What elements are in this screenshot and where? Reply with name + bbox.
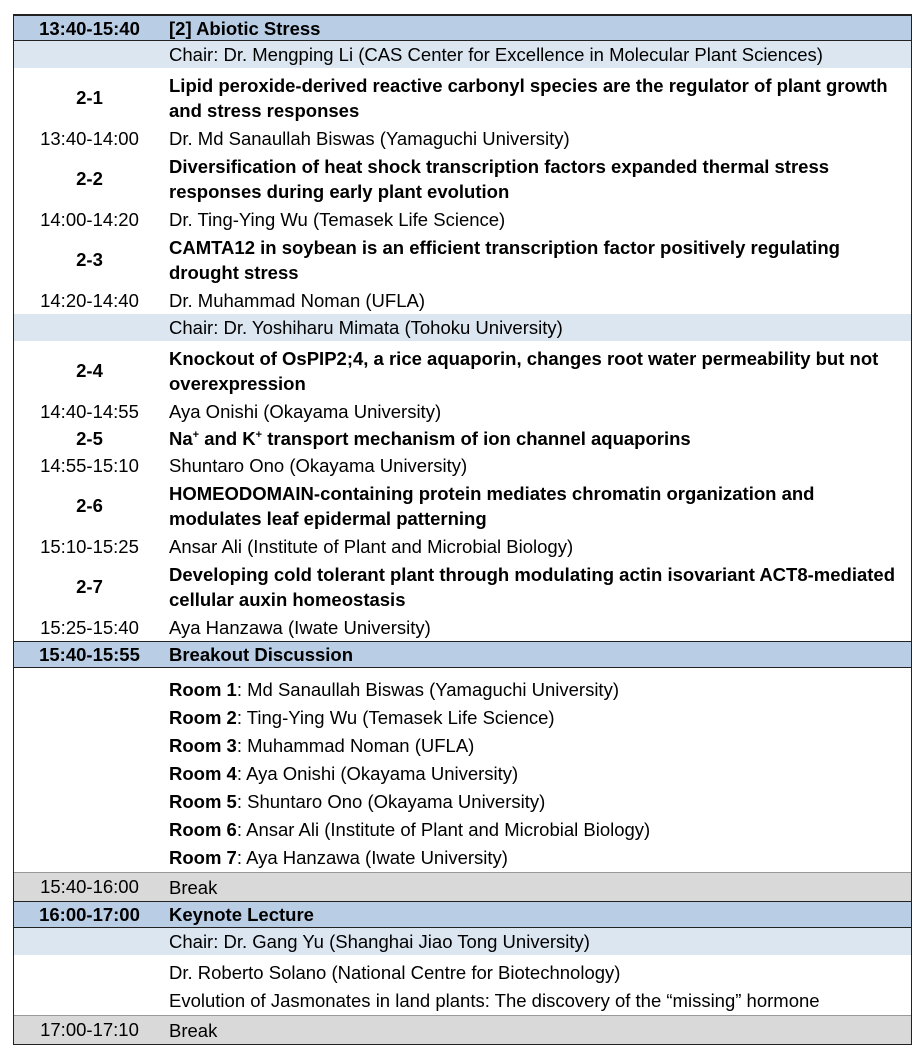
room-label: Room 2 bbox=[169, 707, 237, 728]
chair-text: Chair: Dr. Yoshiharu Mimata (Tohoku University) bbox=[169, 317, 563, 338]
keynote-title-row bbox=[14, 987, 911, 1015]
talk-title-row bbox=[14, 233, 911, 287]
talk-speaker: Ansar Ali (Institute of Plant and Microbial Biology) bbox=[169, 536, 574, 557]
room-row bbox=[14, 788, 911, 816]
room-label: Room 1 bbox=[169, 679, 237, 700]
talk-id: 2-3 bbox=[76, 249, 103, 270]
room-person: : Muhammad Noman (UFLA) bbox=[236, 735, 475, 756]
talk-time: 15:25-15:40 bbox=[40, 616, 139, 638]
room-label: Room 6 bbox=[169, 819, 237, 840]
section-title: [2] Abiotic Stress bbox=[169, 18, 321, 39]
talk-title-row bbox=[14, 425, 911, 452]
talk-title: Developing cold tolerant plant through modulating actin isovariant ACT8-mediated cellular auxin homeostasis bbox=[169, 564, 896, 610]
room-person: : Ansar Ali (Institute of Plant and Microbial Biology) bbox=[236, 819, 651, 840]
talk-title-row bbox=[14, 479, 911, 533]
room-label: Room 4 bbox=[169, 763, 237, 784]
talk-speaker-row bbox=[14, 287, 911, 314]
talk-title-row bbox=[14, 344, 911, 398]
room-row bbox=[14, 816, 911, 844]
section-time: 13:40-15:40 bbox=[39, 17, 140, 39]
talk-title: Lipid peroxide-derived reactive carbonyl species are the regulator of plant growth and stress responses bbox=[169, 75, 888, 121]
break-label: Break bbox=[169, 1020, 218, 1041]
talk-speaker: Aya Onishi (Okayama University) bbox=[169, 401, 442, 422]
break-time: 15:40-16:00 bbox=[40, 876, 139, 897]
chair-row bbox=[14, 314, 911, 341]
talk-time: 14:55-15:10 bbox=[40, 454, 139, 476]
talk-id: 2-1 bbox=[76, 87, 103, 108]
section-time: 16:00-17:00 bbox=[39, 904, 140, 925]
talk-title-row bbox=[14, 71, 911, 125]
schedule-table bbox=[13, 14, 912, 1045]
talk-title-row bbox=[14, 152, 911, 206]
talk-title-row bbox=[14, 560, 911, 614]
talk-title: Diversification of heat shock transcription factors expanded thermal stress responses during early plant evolution bbox=[169, 156, 830, 202]
talk-speaker-row bbox=[14, 398, 911, 425]
keynote-title: Evolution of Jasmonates in land plants: The discovery of the “missing” hormone bbox=[169, 990, 820, 1011]
keynote-speaker: Dr. Roberto Solano (National Centre for Biotechnology) bbox=[169, 962, 621, 983]
room-row bbox=[14, 676, 911, 704]
talk-id: 2-4 bbox=[76, 360, 103, 381]
talk-speaker-row bbox=[14, 614, 911, 641]
room-person: : Shuntaro Ono (Okayama University) bbox=[236, 791, 546, 812]
room-row bbox=[14, 704, 911, 732]
talk-title: HOMEODOMAIN-containing protein mediates chromatin organization and modulates leaf epidermal patterning bbox=[169, 483, 815, 529]
talk-id: 2-5 bbox=[76, 427, 103, 449]
section-header bbox=[14, 641, 911, 668]
chair-row bbox=[14, 41, 911, 68]
keynote-speaker-row bbox=[14, 959, 911, 987]
break-row bbox=[14, 1015, 911, 1044]
talk-title: Knockout of OsPIP2;4, a rice aquaporin, changes root water permeability but not overexpression bbox=[169, 348, 879, 394]
chair-row bbox=[14, 928, 911, 955]
talk-id: 2-6 bbox=[76, 495, 103, 516]
break-time: 17:00-17:10 bbox=[40, 1019, 139, 1040]
break-row bbox=[14, 872, 911, 901]
room-label: Room 3 bbox=[169, 735, 237, 756]
talk-speaker-row bbox=[14, 452, 911, 479]
section-header bbox=[14, 901, 911, 928]
talk-speaker: Dr. Md Sanaullah Biswas (Yamaguchi University) bbox=[169, 128, 570, 149]
talk-time: 14:20-14:40 bbox=[40, 289, 139, 311]
room-person: : Ting-Ying Wu (Temasek Life Science) bbox=[236, 707, 555, 728]
talk-speaker-row bbox=[14, 533, 911, 560]
room-person: : Aya Hanzawa (Iwate University) bbox=[236, 847, 508, 868]
room-person: : Md Sanaullah Biswas (Yamaguchi University) bbox=[236, 679, 619, 700]
talk-speaker: Dr. Muhammad Noman (UFLA) bbox=[169, 290, 425, 311]
room-label: Room 7 bbox=[169, 847, 237, 868]
section-title: Keynote Lecture bbox=[169, 904, 314, 925]
talk-time: 14:40-14:55 bbox=[40, 400, 139, 422]
section-title: Breakout Discussion bbox=[169, 644, 354, 665]
room-row bbox=[14, 844, 911, 872]
talk-time: 13:40-14:00 bbox=[40, 127, 139, 149]
talk-title: Na+ and K+ transport mechanism of ion channel aquaporins bbox=[169, 428, 691, 449]
talk-id: 2-7 bbox=[76, 576, 103, 597]
talk-title: CAMTA12 in soybean is an efficient transcription factor positively regulating drought stress bbox=[169, 237, 840, 283]
section-header bbox=[14, 15, 911, 41]
break-label: Break bbox=[169, 877, 218, 898]
talk-speaker: Dr. Ting-Ying Wu (Temasek Life Science) bbox=[169, 209, 506, 230]
room-person: : Aya Onishi (Okayama University) bbox=[236, 763, 519, 784]
talk-id: 2-2 bbox=[76, 168, 103, 189]
room-row bbox=[14, 732, 911, 760]
section-time: 15:40-15:55 bbox=[39, 644, 140, 665]
talk-speaker-row bbox=[14, 125, 911, 152]
talk-speaker: Aya Hanzawa (Iwate University) bbox=[169, 617, 431, 638]
chair-text: Chair: Dr. Gang Yu (Shanghai Jiao Tong University) bbox=[169, 931, 590, 952]
talk-time: 14:00-14:20 bbox=[40, 208, 139, 230]
room-label: Room 5 bbox=[169, 791, 237, 812]
chair-text: Chair: Dr. Mengping Li (CAS Center for Excellence in Molecular Plant Sciences) bbox=[169, 44, 823, 65]
talk-speaker-row bbox=[14, 206, 911, 233]
talk-time: 15:10-15:25 bbox=[40, 535, 139, 557]
talk-speaker: Shuntaro Ono (Okayama University) bbox=[169, 455, 468, 476]
room-row bbox=[14, 760, 911, 788]
